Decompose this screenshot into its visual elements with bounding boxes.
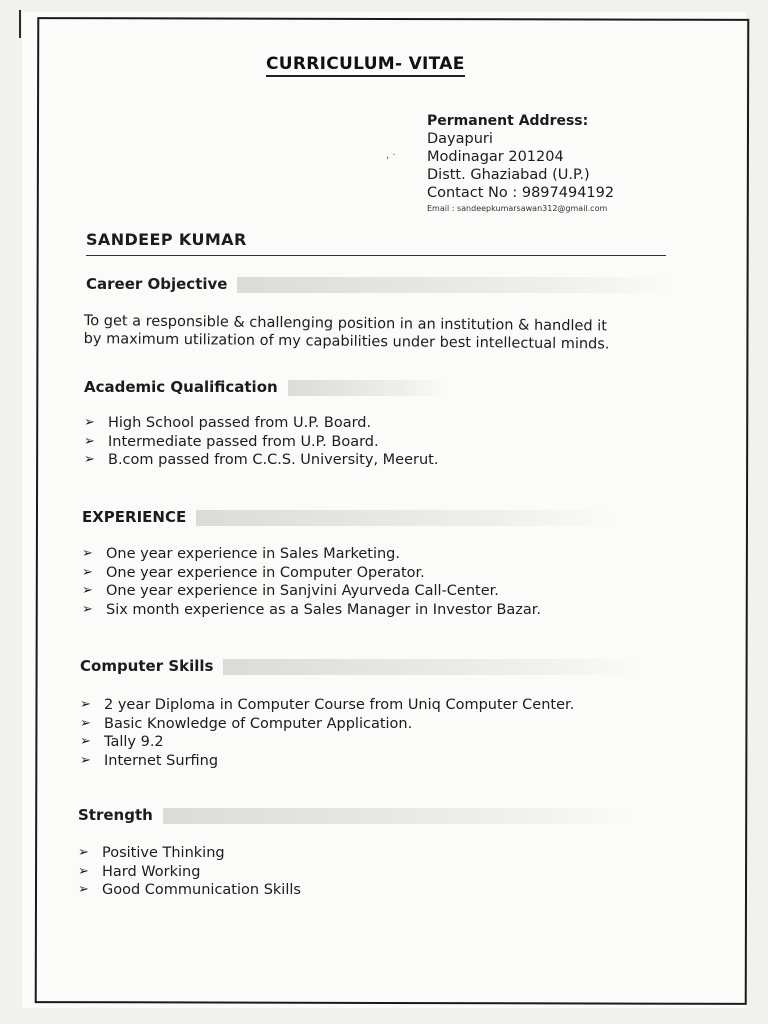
arrow-bullet-icon: ➢ xyxy=(82,583,93,598)
page-title: CURRICULUM- VITAE xyxy=(266,54,465,77)
list-item xyxy=(82,564,541,583)
academic-qualification-heading xyxy=(84,378,448,396)
arrow-bullet-icon: ➢ xyxy=(78,882,89,897)
arrow-bullet-icon: ➢ xyxy=(80,697,91,712)
stray-mark: ‚ · xyxy=(386,150,396,161)
arrow-bullet-icon: ➢ xyxy=(78,863,89,879)
list-item xyxy=(78,863,301,882)
list-item xyxy=(84,451,438,470)
address-line: Dayapuri xyxy=(427,131,493,147)
list-item-text: Tally 9.2 xyxy=(104,734,164,750)
heading-shading xyxy=(163,808,633,824)
list-item xyxy=(82,601,541,620)
section-heading-text: EXPERIENCE xyxy=(82,508,187,526)
arrow-bullet-icon: ➢ xyxy=(78,845,89,860)
career-objective-heading xyxy=(86,275,677,293)
name-divider xyxy=(86,255,666,256)
arrow-bullet-icon: ➢ xyxy=(84,433,95,449)
arrow-bullet-icon: ➢ xyxy=(84,415,95,430)
list-item-text: Good Communication Skills xyxy=(102,882,301,898)
section-heading-text: Strength xyxy=(78,806,153,824)
email-address: Email : sandeepkumarsawan312@gmail.com xyxy=(427,204,608,213)
arrow-bullet-icon: ➢ xyxy=(82,601,93,617)
list-item-text: One year experience in Sanjvini Ayurveda Call-Center. xyxy=(106,583,499,599)
list-item xyxy=(82,545,541,564)
list-item-text: Basic Knowledge of Computer Application. xyxy=(104,715,413,732)
arrow-bullet-icon: ➢ xyxy=(80,715,91,731)
arrow-bullet-icon: ➢ xyxy=(80,734,91,749)
list-item-text: Hard Working xyxy=(102,863,201,880)
list-item-text: High School passed from U.P. Board. xyxy=(108,415,372,431)
list-item-text: Intermediate passed from U.P. Board. xyxy=(108,433,379,450)
address-heading: Permanent Address: xyxy=(427,113,589,129)
list-item xyxy=(84,433,438,452)
list-item xyxy=(80,752,574,771)
paragraph-line: by maximum utilization of my capabilities under best intellectual minds. xyxy=(83,330,610,353)
academic-list xyxy=(84,414,438,470)
strength-list xyxy=(78,844,301,900)
heading-shading xyxy=(288,380,448,396)
heading-shading xyxy=(196,510,616,526)
list-item-text: One year experience in Computer Operator. xyxy=(106,564,425,581)
heading-shading xyxy=(237,277,677,293)
list-item xyxy=(78,881,301,900)
address-line: Distt. Ghaziabad (U.P.) xyxy=(427,167,590,183)
list-item-text: Positive Thinking xyxy=(102,845,225,861)
career-objective-text xyxy=(84,312,704,354)
list-item-text: Internet Surfing xyxy=(104,752,219,769)
paragraph-line: To get a responsible & challenging position in an institution & handled it xyxy=(83,312,608,335)
contact-number: Contact No : 9897494192 xyxy=(427,185,615,201)
list-item-text: One year experience in Sales Marketing. xyxy=(106,546,400,562)
section-heading-text: Computer Skills xyxy=(80,657,214,675)
list-item-text: Six month experience as a Sales Manager in Investor Bazar. xyxy=(106,601,542,618)
list-item xyxy=(80,733,574,752)
resume-page xyxy=(22,12,746,1008)
list-item-text: 2 year Diploma in Computer Course from Uniq Computer Center. xyxy=(104,697,575,713)
arrow-bullet-icon: ➢ xyxy=(80,752,91,768)
experience-heading xyxy=(82,508,616,526)
experience-list xyxy=(82,545,541,619)
section-heading-text: Academic Qualification xyxy=(84,378,278,396)
list-item xyxy=(80,715,574,734)
address-line: Modinagar 201204 xyxy=(427,149,564,165)
list-item xyxy=(84,414,438,433)
arrow-bullet-icon: ➢ xyxy=(82,546,93,561)
candidate-name: SANDEEP KUMAR xyxy=(86,230,247,249)
arrow-bullet-icon: ➢ xyxy=(82,564,93,580)
list-item-text: B.com passed from C.C.S. University, Meerut. xyxy=(108,452,439,468)
arrow-bullet-icon: ➢ xyxy=(84,452,95,467)
list-item xyxy=(78,844,301,863)
section-heading-text: Career Objective xyxy=(86,275,228,293)
computer-skills-heading xyxy=(80,657,643,675)
strength-heading xyxy=(78,806,633,824)
list-item xyxy=(80,696,574,715)
heading-shading xyxy=(223,659,643,675)
permanent-address-block xyxy=(427,112,614,216)
computer-skills-list xyxy=(80,696,574,770)
scan-margin-mark xyxy=(19,10,21,38)
list-item xyxy=(82,582,541,601)
